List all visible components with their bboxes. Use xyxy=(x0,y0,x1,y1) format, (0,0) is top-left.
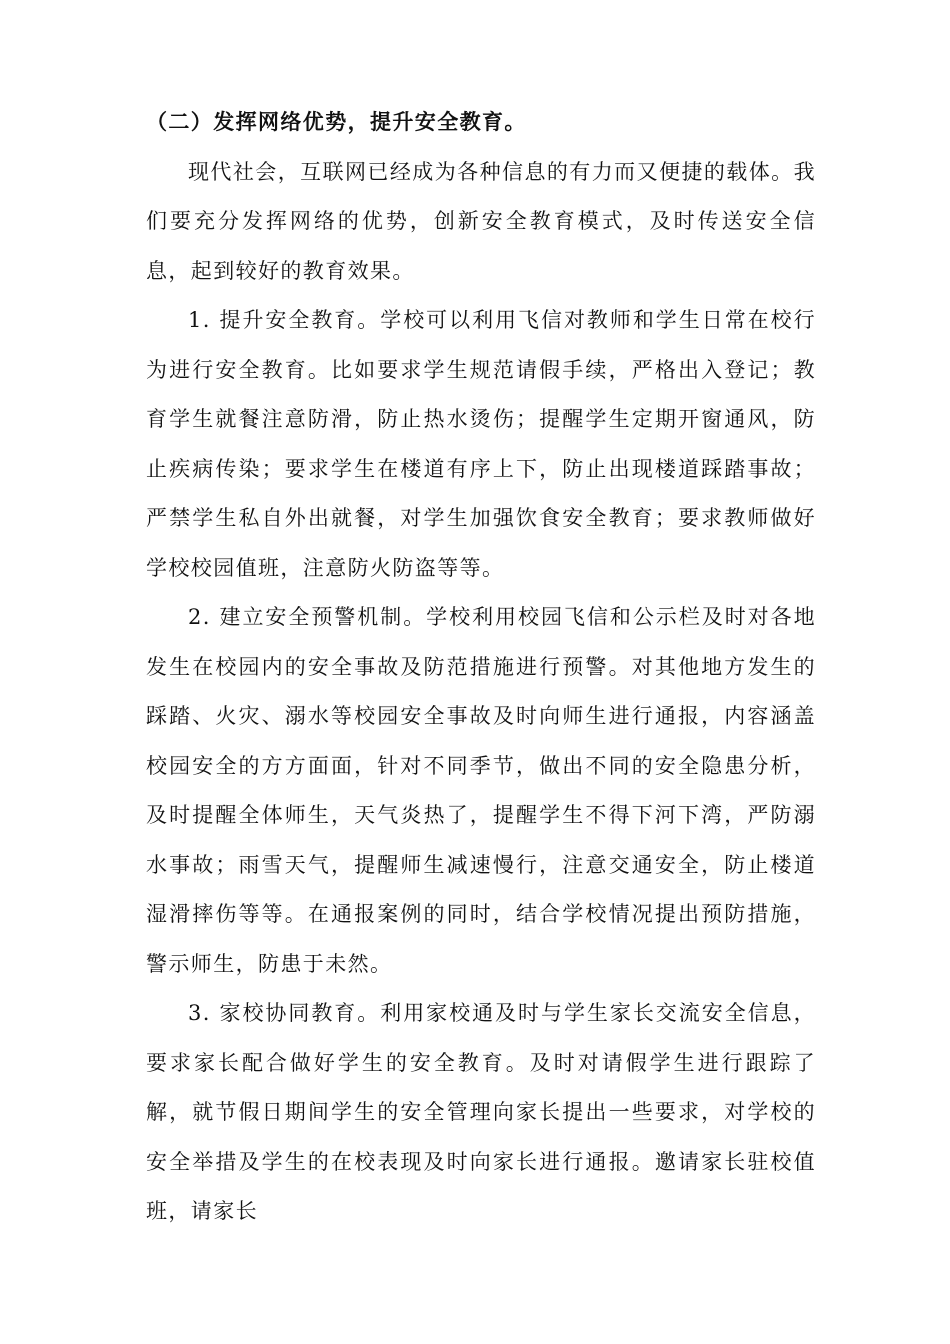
paragraph-item-3: 3. 家校协同教育。利用家校通及时与学生家长交流安全信息，要求家长配合做好学生的安全教育。及时对请假学生进行跟踪了解，就节假日期间学生的安全管理向家长提出一些要求，对学校的安全举措及学生的在校表现及时向家长进行通报。邀请家长驻校值班，请家长 xyxy=(146,1001,816,1223)
section-heading: （二）发挥网络优势，提升安全教育。 xyxy=(146,110,527,134)
document-body xyxy=(146,98,816,1237)
paragraph-item-1: 1. 提升安全教育。学校可以利用飞信对教师和学生日常在校行为进行安全教育。比如要求学生规范请假手续，严格出入登记；教育学生就餐注意防滑，防止热水烫伤；提醒学生定期开窗通风，防止疾病传染；要求学生在楼道有序上下，防止出现楼道踩踏事故；严禁学生私自外出就餐，对学生加强饮食安全教育；要求教师做好学校校园值班，注意防火防盗等等。 xyxy=(146,308,816,580)
paragraph-intro: 现代社会，互联网已经成为各种信息的有力而又便捷的载体。我们要充分发挥网络的优势，创新安全教育模式，及时传送安全信息，起到较好的教育效果。 xyxy=(146,159,816,283)
paragraph-item-2: 2. 建立安全预警机制。学校利用校园飞信和公示栏及时对各地发生在校园内的安全事故及防范措施进行预警。对其他地方发生的踩踏、火灾、溺水等校园安全事故及时向师生进行通报，内容涵盖校园安全的方方面面，针对不同季节，做出不同的安全隐患分析，及时提醒全体师生，天气炎热了，提醒学生不得下河下湾，严防溺水事故；雨雪天气，提醒师生减速慢行，注意交通安全，防止楼道湿滑摔伤等等。在通报案例的同时，结合学校情况提出预防措施，警示师生，防患于未然。 xyxy=(146,605,816,976)
